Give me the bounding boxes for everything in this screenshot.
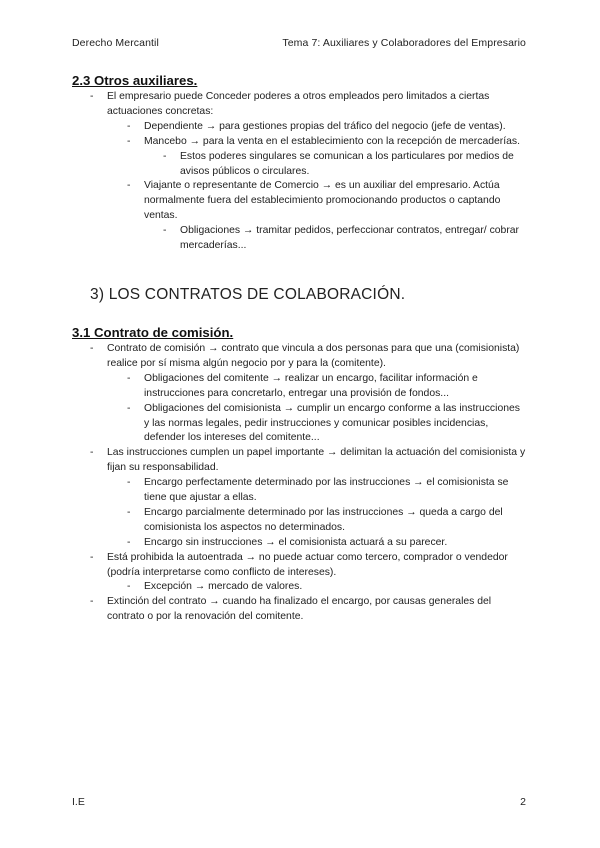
list-item: - Encargo perfectamente determinado por las instrucciones → el comisionista se tiene que ajustar a ellas.	[72, 476, 528, 506]
list-item: - Dependiente → para gestiones propias del tráfico del negocio (jefe de ventas).	[72, 120, 528, 135]
list-item: - Viajante o representante de Comercio → es un auxiliar del empresario. Actúa normalmente fuera del establecimiento promocionando productos o captando ventas.	[72, 179, 528, 224]
list-item: - Encargo sin instrucciones → el comisionista actuará a su parecer.	[72, 536, 528, 551]
list-item: - Obligaciones del comisionista → cumplir un encargo conforme a las instrucciones y las normas legales, pedir instrucciones y comunicar posibles incidencias, defender los intereses del comitente...	[72, 402, 528, 447]
section-heading-otros-auxiliares: 2.3 Otros auxiliares.	[72, 73, 198, 88]
list-item: - Excepción → mercado de valores.	[72, 580, 528, 595]
list-otros-auxiliares	[72, 90, 528, 254]
list-item: - Las instrucciones cumplen un papel importante → delimitan la actuación del comisionista y fijan su responsabilidad.	[72, 446, 528, 476]
list-item: - El empresario puede Conceder poderes a otros empleados pero limitados a ciertas actuaciones concretas:	[72, 90, 528, 120]
list-item: - Obligaciones del comitente → realizar un encargo, facilitar información e instrucciones para concretarlo, entregar una provisión de fondos...	[72, 372, 528, 402]
list-contrato-comision	[72, 342, 528, 625]
list-item: - Obligaciones → tramitar pedidos, perfeccionar contratos, entregar/ cobrar mercaderías...	[72, 224, 528, 254]
header-topic: Tema 7: Auxiliares y Colaboradores del Empresario	[282, 37, 526, 49]
page-number: 2	[520, 796, 526, 808]
chapter-heading-contratos: 3) LOS CONTRATOS DE COLABORACIÓN.	[90, 285, 406, 303]
header-subject: Derecho Mercantil	[72, 37, 159, 49]
page-body	[72, 72, 528, 625]
list-item: - Mancebo → para la venta en el establecimiento con la recepción de mercaderías.	[72, 135, 528, 150]
list-item: - Contrato de comisión → contrato que vincula a dos personas para que una (comisionista) realice por sí misma algún negocio por y para la (comitente).	[72, 342, 528, 372]
footer-initials: I.E	[72, 796, 85, 808]
list-item: - Está prohibida la autoentrada → no puede actuar como tercero, comprador o vendedor (podría interpretarse como conflicto de intereses).	[72, 551, 528, 581]
list-item: - Extinción del contrato → cuando ha finalizado el encargo, por causas generales del contrato o por la renovación del comitente.	[72, 595, 528, 625]
list-item: - Estos poderes singulares se comunican a los particulares por medios de avisos públicos o circulares.	[72, 150, 528, 180]
list-item: - Encargo parcialmente determinado por las instrucciones → queda a cargo del comisionista los aspectos no determinados.	[72, 506, 528, 536]
section-heading-contrato-comision: 3.1 Contrato de comisión.	[72, 324, 234, 340]
